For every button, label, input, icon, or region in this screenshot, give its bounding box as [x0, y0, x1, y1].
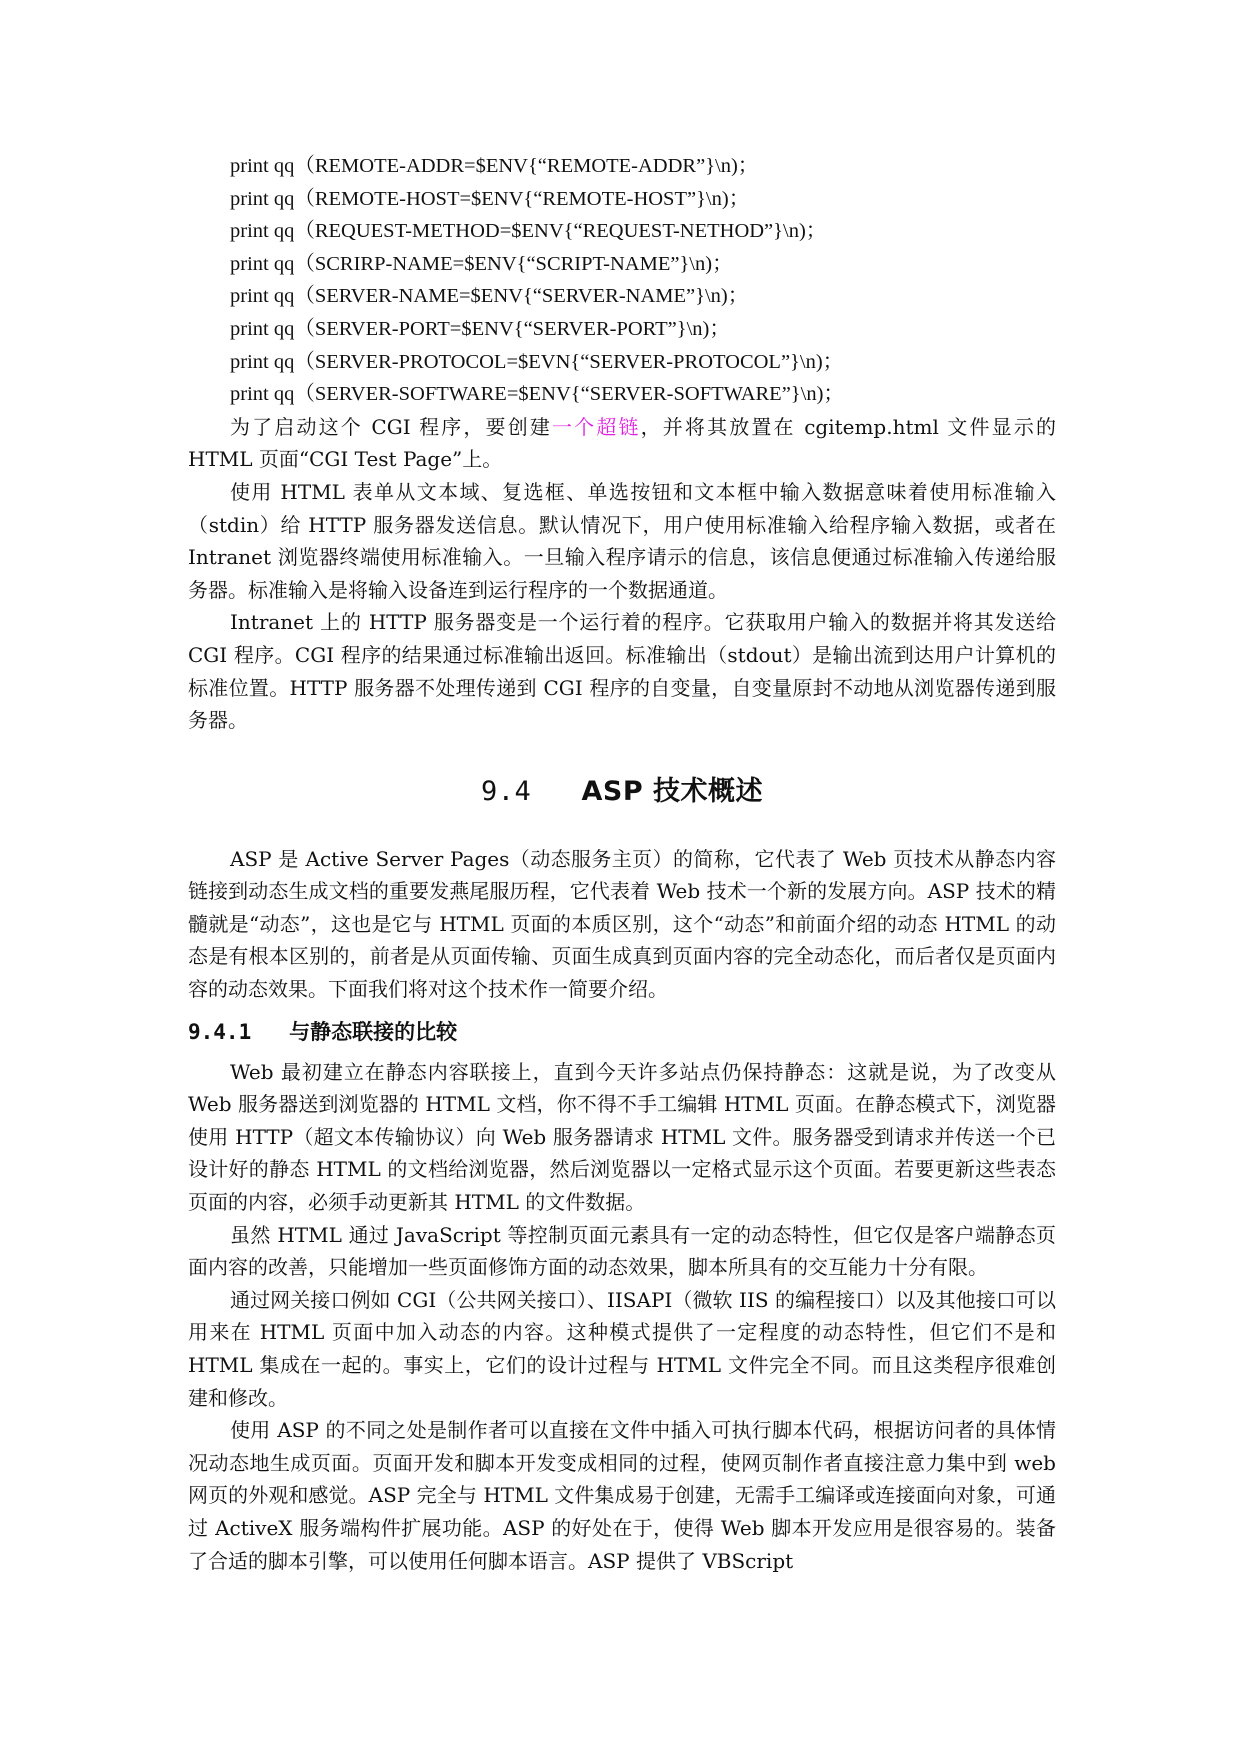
section-heading — [188, 767, 1056, 817]
section-number: 9.4 — [480, 775, 532, 807]
paragraph-text: ，并将其放置在 cgitemp.html 文件显示的 HTML 页面“CGI Test Page”上。 — [188, 414, 1056, 472]
subsection-number: 9.4.1 — [188, 1019, 252, 1044]
code-line: print qq（REMOTE-ADDR=$ENV{“REMOTE-ADDR”}\n)； — [230, 155, 759, 177]
spacer — [188, 817, 1056, 843]
code-line: print qq（REMOTE-HOST=$ENV{“REMOTE-HOST”}\n)； — [230, 187, 750, 210]
code-line: print qq（SERVER-PROTOCOL=$EVN{“SERVER-PROTOCOL”}\n)； — [230, 350, 844, 373]
code-line: print qq（SERVER-SOFTWARE=$ENV{“SERVER-SOFTWARE”}\n)； — [230, 383, 844, 406]
code-block — [188, 150, 1056, 411]
subsection-heading — [188, 1012, 1056, 1052]
hyperlink-text[interactable]: 一个超链 — [552, 414, 641, 439]
page-content — [188, 150, 1056, 1577]
code-line: print qq（SCRIRP-NAME=$ENV{“SCRIPT-NAME”}\n)； — [230, 252, 733, 275]
code-line: print qq（SERVER-PORT=$ENV{“SERVER-PORT”}\n)； — [230, 317, 730, 340]
paragraph-text: 为了启动这个 CGI 程序，要创建 — [230, 414, 553, 439]
section-title: ASP 技术概述 — [581, 775, 764, 807]
paragraph-asp-diff: 使用 ASP 的不同之处是制作者可以直接在文件中插入可执行脚本代码，根据访问者的具体情况动态地生成页面。页面开发和脚本开发变成相同的过程，使网页制作者直接注意力集中到 web 网页的外观和感觉。ASP 完全与 HTML 文件集成易于创建，无需手工编译或连接面向对象，可通过 ActiveX 服务端构件扩展功能。ASP 的好处在于，使得 Web 脚本开发应用是很容易的。装备了合适的脚本引擎，可以使用任何脚本语言。ASP 提供了 VBScript — [188, 1418, 1056, 1573]
paragraph-gateway: 通过网关接口例如 CGI（公共网关接口）、IISAPI（微软 IIS 的编程接口）以及其他接口可以用来在 HTML 页面中加入动态的内容。这种模式提供了一定程度的动态特性，但它们不是和 HTML 集成在一起的。事实上，它们的设计过程与 HTML 文件完全不同。而且这类程序很难创建和修改。 — [188, 1287, 1056, 1410]
paragraph-intranet: Intranet 上的 HTTP 服务器变是一个运行着的程序。它获取用户输入的数据并将其发送给 CGI 程序。CGI 程序的结果通过标准输出返回。标准输出（stdout）是输出流到达用户计算机的标准位置。HTTP 服务器不处理传递到 CGI 程序的自变量，自变量原封不动地从浏览器传递到服务器。 — [188, 610, 1056, 733]
code-line: print qq（REQUEST-METHOD=$ENV{“REQUEST-NETHOD”}\n)； — [230, 220, 827, 243]
paragraph-cgi-start — [188, 411, 1056, 476]
code-line: print qq（SERVER-NAME=$ENV{“SERVER-NAME”}\n)； — [230, 285, 749, 308]
paragraph-stdin: 使用 HTML 表单从文本域、复选框、单选按钮和文本框中输入数据意味着使用标准输入（stdin）给 HTTP 服务器发送信息。默认情况下，用户使用标准输入给程序输入数据，或者在 Intranet 浏览器终端使用标准输入。一旦输入程序请示的信息，该信息便通过标准输入传递给服务器。标准输入是将输入设备连到运行程序的一个数据通道。 — [188, 479, 1056, 602]
paragraph-javascript: 虽然 HTML 通过 JavaScript 等控制页面元素具有一定的动态特性，但它仅是客户端静态页面内容的改善，只能增加一些页面修饰方面的动态效果，脚本所具有的交互能力十分有限。 — [188, 1222, 1056, 1280]
subsection-title: 与静态联接的比较 — [289, 1019, 458, 1044]
paragraph-web-static: Web 最初建立在静态内容联接上，直到今天许多站点仍保持静态：这就是说，为了改变从 Web 服务器送到浏览器的 HTML 文档，你不得不手工编辑 HTML 页面。在静态模式下，浏览器使用 HTTP（超文本传输协议）向 Web 服务器请求 HTML 文件。服务器受到请求并传送一个已设计好的静态 HTML 的文档给浏览器，然后浏览器以一定格式显示这个页面。若要更新这些表态页面的内容，必须手动更新其 HTML 的文件数据。 — [188, 1059, 1056, 1215]
paragraph-asp-intro: ASP 是 Active Server Pages（动态服务主页）的简称，它代表了 Web 页技术从静态内容链接到动态生成文档的重要发燕尾服历程，它代表着 Web 技术一个新的发展方向。ASP 技术的精髓就是“动态”，这也是它与 HTML 页面的本质区别，这个“动态”和前面介绍的动态 HTML 的动态是有根本区别的，前者是从页面传输、页面生成真到页面内容的完全动态化，而后者仅是页面内容的动态效果。下面我们将对这个技术作一简要介绍。 — [188, 846, 1056, 1002]
